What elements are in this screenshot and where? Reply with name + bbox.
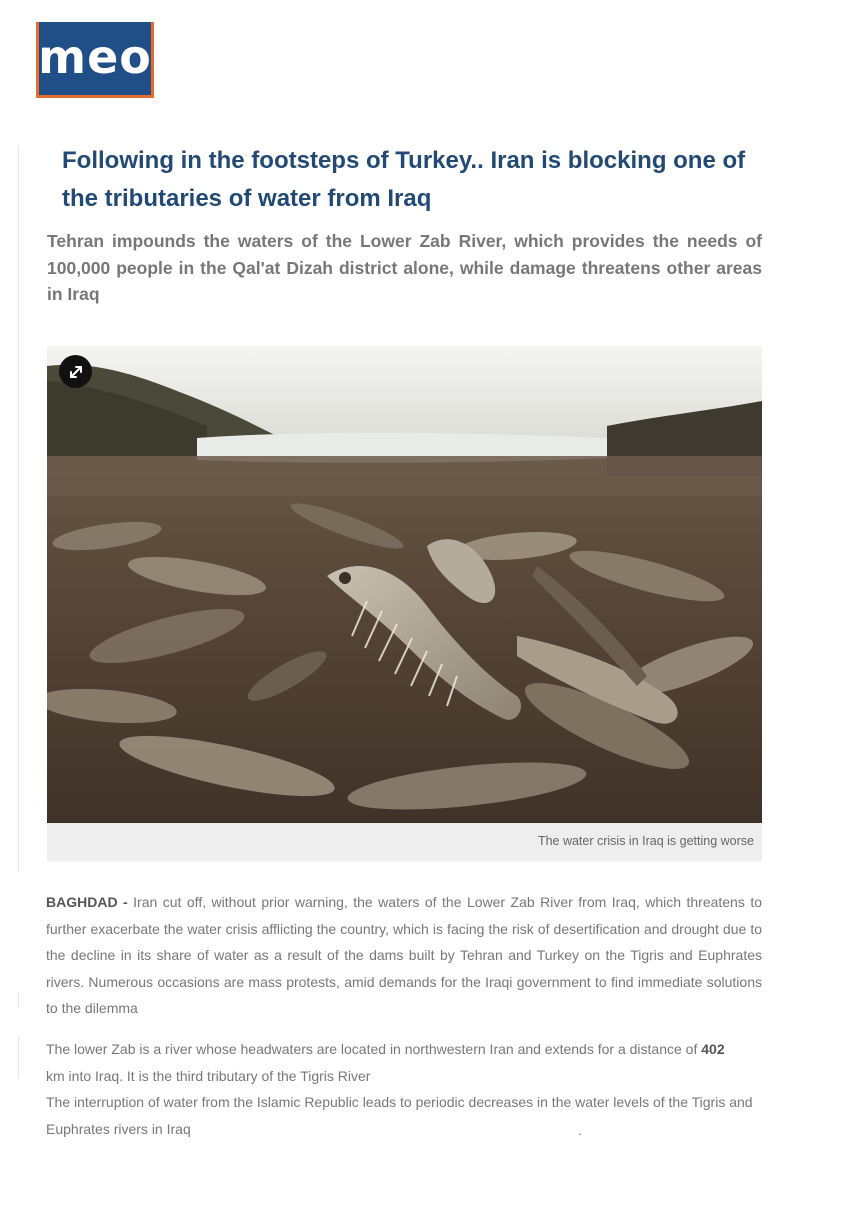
left-rule-short-2 — [18, 1036, 19, 1078]
dateline: BAGHDAD - — [46, 894, 134, 910]
logo-text: meo — [38, 29, 152, 84]
dead-fish-photo — [47, 346, 762, 823]
expand-image-button[interactable] — [59, 355, 92, 388]
expand-icon — [67, 363, 85, 381]
paragraph-1-text: Iran cut off, without prior warning, the waters of the Lower Zab River from Iraq, which threatens to further exacerbate the water crisis afflicting the country, which is facing the risk of desertification and drought due to the decline in its share of water as a result of the dams built by Tehran and Turkey on the Tigris and Euphrates rivers. Numerous occasions are mass protests, amid demands for the Iraqi government to find immediate solutions to the dilemma — [46, 894, 762, 1016]
left-rule-short — [18, 992, 19, 1008]
article-paragraph-2 — [46, 1036, 762, 1142]
article-paragraph-1 — [46, 889, 762, 1022]
distance-number: 402 — [701, 1041, 725, 1057]
paragraph-2-text-before: The lower Zab is a river whose headwaters are located in northwestern Iran and extends for a distance of — [46, 1041, 702, 1057]
image-caption-bar — [47, 823, 762, 861]
trailing-dot: . — [578, 1122, 582, 1138]
article-headline: Following in the footsteps of Turkey.. Iran is blocking one of the tributaries of water from Iraq — [62, 147, 746, 212]
site-logo[interactable] — [36, 22, 154, 98]
left-rule — [18, 146, 19, 871]
paragraph-2-text-after: km into Iraq. It is the third tributary of the Tigris River — [46, 1067, 371, 1084]
paragraph-2-line-2: The interruption of water from the Islamic Republic leads to periodic decreases in the water levels of the Tigris and Euphrates rivers in Iraq — [46, 1094, 753, 1137]
article-photo — [47, 346, 762, 823]
image-caption: The water crisis in Iraq is getting worse — [537, 834, 754, 848]
article-subheadline: Tehran impounds the waters of the Lower Zab River, which provides the needs of 100,000 people in the Qal'at Dizah district alone, while damage threatens other areas in Iraq — [47, 231, 762, 304]
